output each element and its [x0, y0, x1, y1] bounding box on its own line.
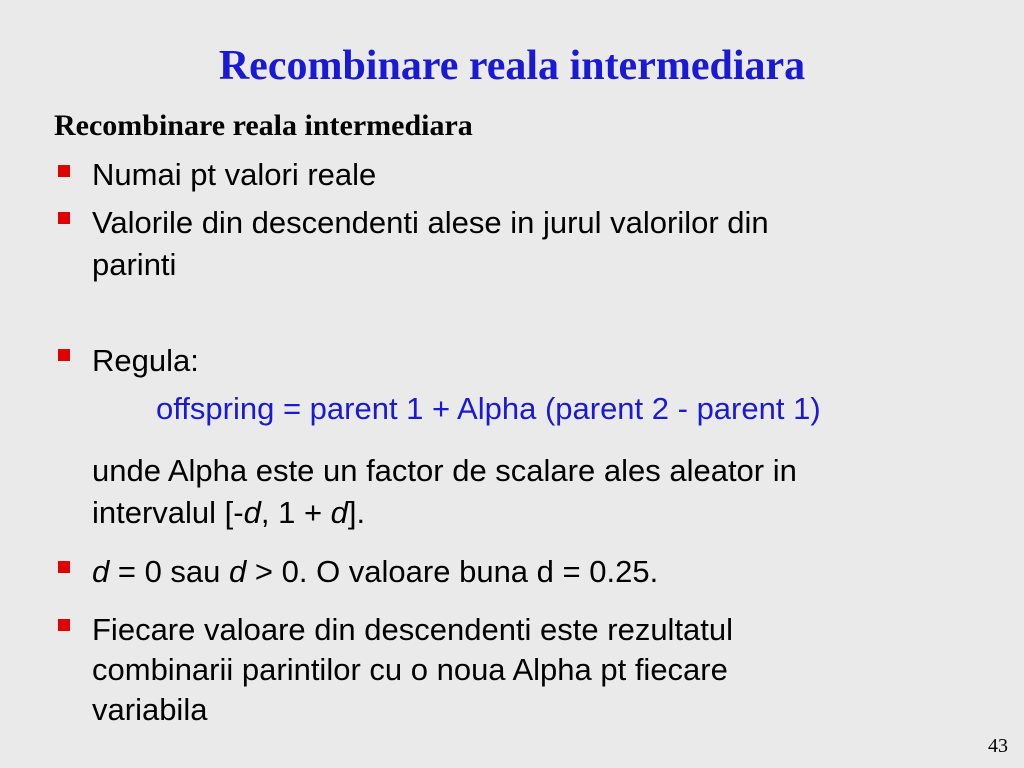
bullet-text-regula: Regula: — [92, 343, 199, 378]
bullet-text-4 — [92, 551, 658, 593]
bullet-text-5-line-1: Fiecare valoare din descendenti este rezultatul — [92, 612, 734, 647]
interval-mid: , 1 + — [260, 495, 331, 530]
formula-text: offspring = parent 1 + Alpha (parent 2 - parent 1) — [156, 391, 821, 426]
bullet-text-5-line-2: combinarii parintilor cu o noua Alpha pt fiecare — [92, 652, 728, 687]
page-number: 43 — [988, 735, 1008, 757]
bullet-marker — [58, 212, 70, 224]
bullet-marker — [58, 349, 70, 361]
interval-prefix: intervalul [- — [92, 495, 244, 530]
variable-d: d — [330, 495, 348, 530]
variable-d: d — [229, 554, 247, 589]
bullet-text-1: Numai pt valori reale — [92, 157, 377, 192]
bullet-marker — [58, 165, 70, 177]
bullet-text-2-line-2: parinti — [92, 247, 177, 282]
bullet-marker — [58, 619, 70, 631]
bullet-text-2-line-1: Valorile din descendenti alese in jurul valorilor din — [92, 205, 769, 240]
unde-line-1: unde Alpha este un factor de scalare ales aleator in — [92, 453, 797, 488]
bullet-marker — [58, 561, 70, 573]
slide-subtitle: Recombinare reala intermediara — [54, 109, 473, 142]
bullet-text-5-line-3: variabila — [92, 692, 208, 727]
variable-d: d — [92, 554, 110, 589]
unde-line-2 — [92, 492, 365, 534]
interval-suffix: ]. — [347, 495, 366, 530]
b4-suffix: > 0. O valoare buna d = 0.25. — [246, 554, 659, 589]
b4-mid: = 0 sau — [109, 554, 230, 589]
variable-d: d — [243, 495, 261, 530]
slide-title: Recombinare reala intermediara — [218, 43, 806, 89]
